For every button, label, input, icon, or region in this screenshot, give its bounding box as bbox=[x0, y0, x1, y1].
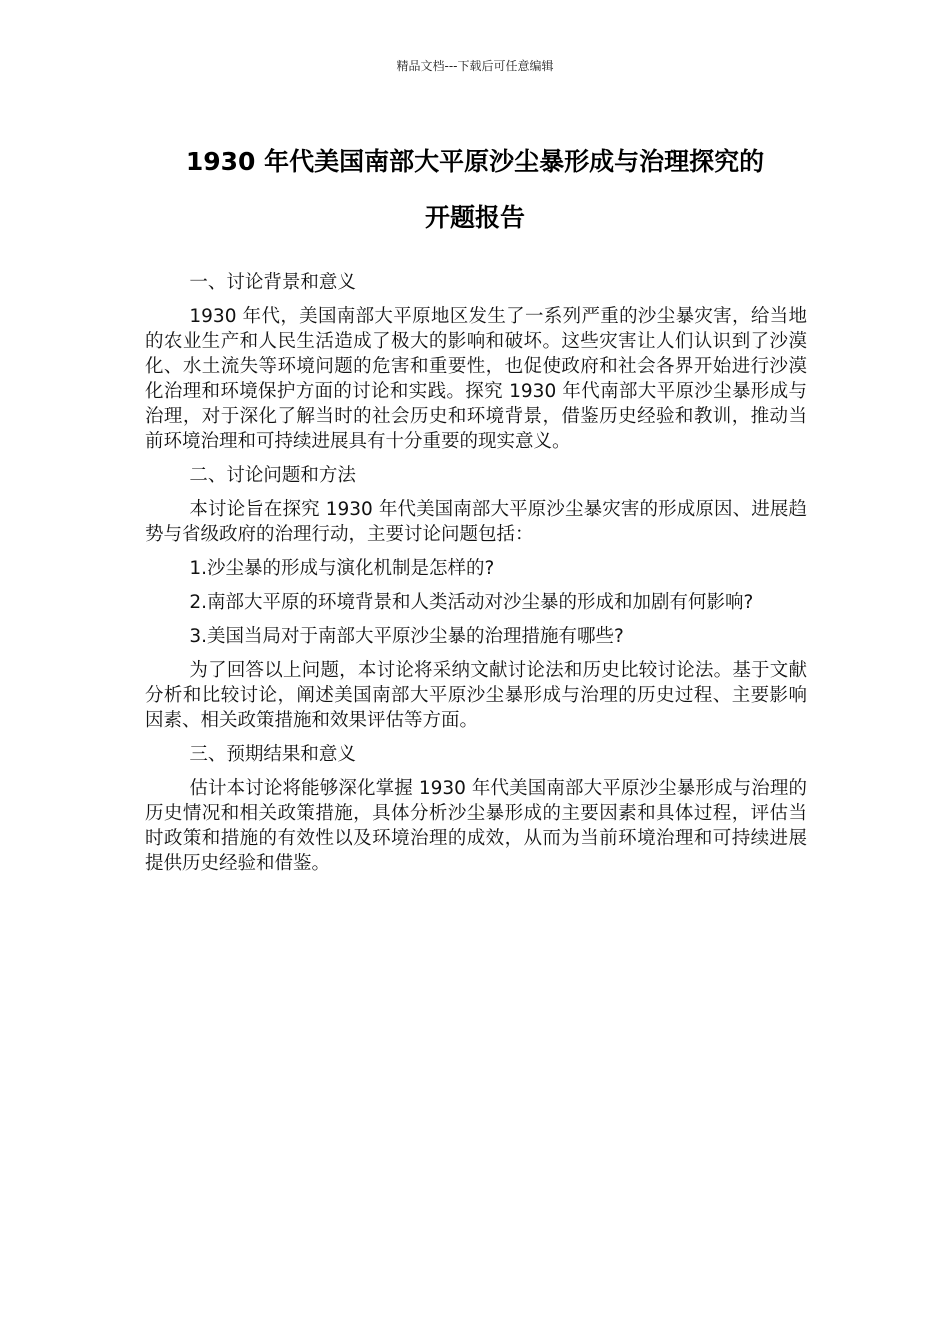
section-heading-background: 一、讨论背景和意义 bbox=[189, 272, 356, 293]
document-body bbox=[145, 270, 807, 885]
paragraph-research-aim: 本讨论旨在探究 1930 年代美国南部大平原沙尘暴灾害的形成原因、进展趋势与省级政府的治理行动，主要讨论问题包括： bbox=[145, 499, 807, 545]
title-line-1: 1930 年代美国南部大平原沙尘暴形成与治理探究的 bbox=[185, 147, 765, 176]
section-heading-questions-methods: 二、讨论问题和方法 bbox=[189, 465, 356, 486]
paragraph-background: 1930 年代，美国南部大平原地区发生了一系列严重的沙尘暴灾害，给当地的农业生产和人民生活造成了极大的影响和破坏。这些灾害让人们认识到了沙漠化、水土流失等环境问题的危害和重要性，也促使政府和社会各界开始进行沙漠化治理和环境保护方面的讨论和实践。探究 1930 年代南部大平原沙尘暴形成与治理，对于深化了解当时的社会历史和环境背景，借鉴历史经验和教训，推动当前环境治理和可持续进展具有十分重要的现实意义。 bbox=[145, 306, 807, 452]
research-question-1: 1.沙尘暴的形成与演化机制是怎样的? bbox=[189, 558, 495, 579]
research-question-2: 2.南部大平原的环境背景和人类活动对沙尘暴的形成和加剧有何影响? bbox=[189, 592, 754, 613]
section-heading-expected-results: 三、预期结果和意义 bbox=[189, 744, 356, 765]
title-line-2: 开题报告 bbox=[424, 203, 525, 232]
paragraph-methods: 为了回答以上问题，本讨论将采纳文献讨论法和历史比较讨论法。基于文献分析和比较讨论，阐述美国南部大平原沙尘暴形成与治理的历史过程、主要影响因素、相关政策措施和效果评估等方面。 bbox=[145, 660, 807, 731]
research-question-3: 3.美国当局对于南部大平原沙尘暴的治理措施有哪些? bbox=[189, 626, 624, 647]
page-header: 精品文档---下载后可任意编辑 bbox=[396, 59, 554, 73]
document-title bbox=[140, 134, 810, 246]
paragraph-expected-results: 估计本讨论将能够深化掌握 1930 年代美国南部大平原沙尘暴形成与治理的历史情况和相关政策措施，具体分析沙尘暴形成的主要因素和具体过程，评估当时政策和措施的有效性以及环境治理的成效，从而为当前环境治理和可持续进展提供历史经验和借鉴。 bbox=[145, 778, 807, 874]
